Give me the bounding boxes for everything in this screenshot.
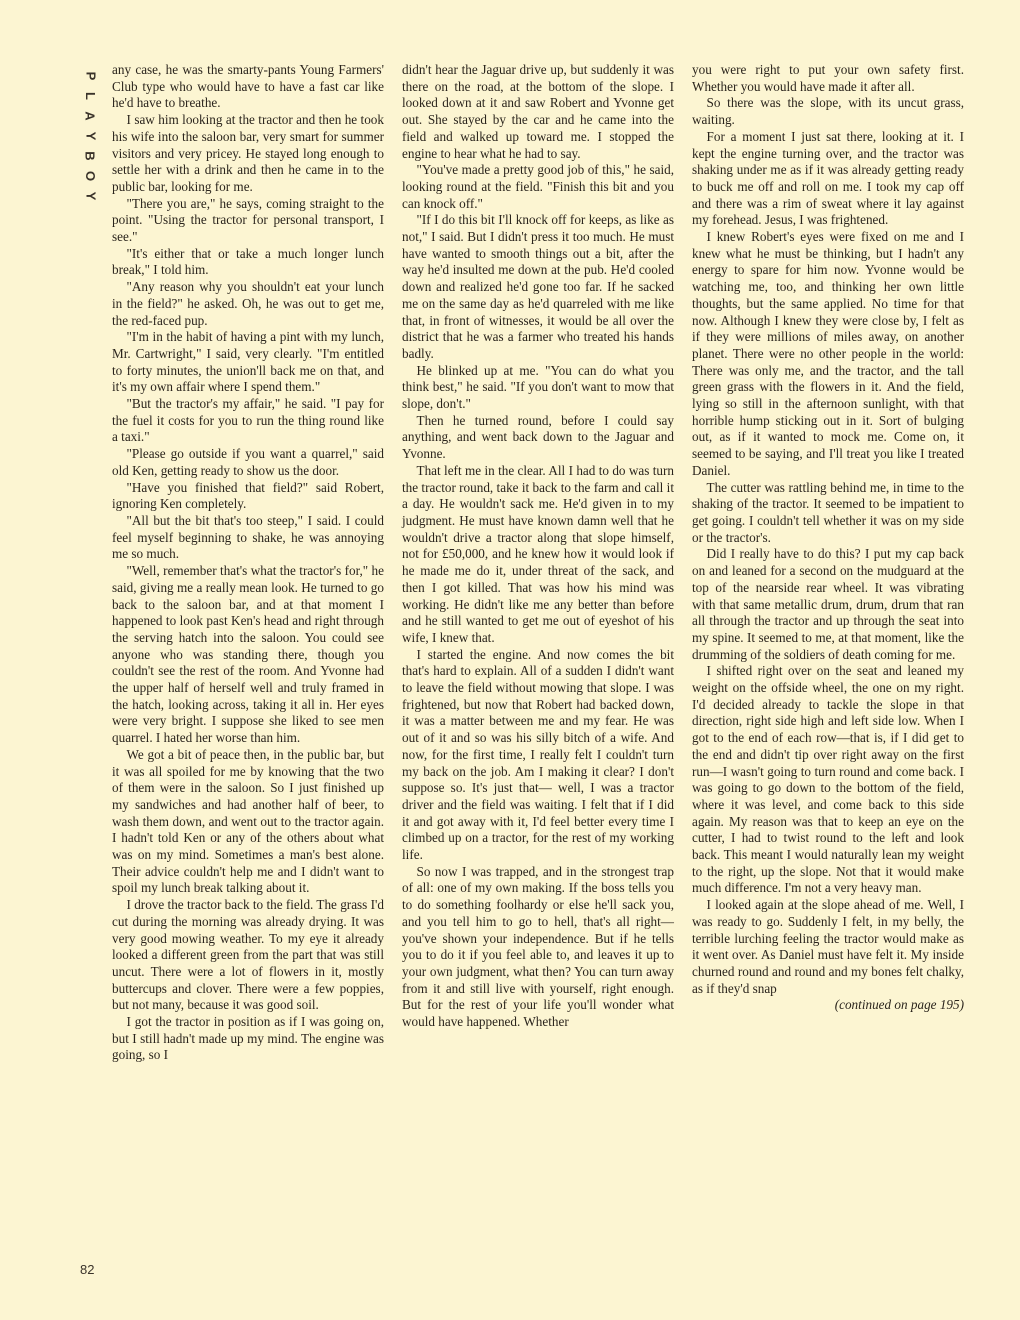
paragraph: "Please go outside if you want a quarrel," said old Ken, getting ready to show us the door. xyxy=(112,446,384,478)
paragraph: you were right to put your own safety first. Whether you would have made it after all. xyxy=(692,62,964,94)
paragraph: The cutter was rattling behind me, in time to the shaking of the tractor. It seemed to be impatient to get going. I couldn't tell whether it was on my side or the tractor's. xyxy=(692,479,964,545)
text-column-2 xyxy=(402,62,674,1031)
page-number: 82 xyxy=(80,1262,95,1277)
paragraph: "All but the bit that's too steep," I said. I could feel myself beginning to shake, he was annoying me so much. xyxy=(112,512,384,562)
paragraph: I looked again at the slope ahead of me. Well, I was ready to go. Suddenly I felt, in my belly, the terrible lurching feeling the tractor would make as it went over. As Daniel must have felt it. My inside churned round and round and my bones felt chalky, as if they'd snap xyxy=(692,897,964,996)
masthead-letter: A xyxy=(82,111,98,121)
text-column-1 xyxy=(112,62,384,1064)
masthead-letter: L xyxy=(82,92,98,100)
text-column-3 xyxy=(692,62,964,1014)
paragraph: So there was the slope, with its uncut grass, waiting. xyxy=(692,95,964,128)
paragraph: "You've made a pretty good job of this," he said, looking round at the field. "Finish this bit and you can knock off." xyxy=(402,162,674,211)
paragraph: I knew Robert's eyes were fixed on me and I knew what he must be thinking, but I hadn't any energy to spare for him now. Yvonne would be watching me, too, and thinking her own little thoughts, but the same applied. No time for that now. Although I knew they were close by, I felt as if they were millions of miles away, on another planet. There were no other people in the world: There was only me, and the tractor, and the tall green grass with the flowers in it. And the field, lying so still in the afternoon sunlight, with that horrible hump sticking out in it. Sort of bulging out, as if it wanted to mock me. Come on, it seemed to be saying, and I'll treat you like I treated Daniel. xyxy=(692,229,964,478)
paragraph: I drove the tractor back to the field. The grass I'd cut during the morning was already drying. It was very good mowing weather. To my eye it already looked a different green from the part that was still uncut. There were a lot of flowers in it, mostly buttercups and clover. There were a few poppies, but not many, because it was good soil. xyxy=(112,897,384,1013)
paragraph: "It's either that or take a much longer lunch break," I told him. xyxy=(112,245,384,278)
continued-note: (continued on page 195) xyxy=(834,997,964,1013)
paragraph: For a moment I just sat there, looking at it. I kept the engine turning over, and the tractor was shaking under me as if it was already getting ready to buck me off and roll on me. I took my cap off and there was a rim of sweat where it lay against my forehead. Jesus, I was frightened. xyxy=(692,128,964,228)
paragraph: "But the tractor's my affair," he said. "I pay for the fuel it costs for you to run the thing round like a taxi." xyxy=(112,396,384,445)
paragraph: I shifted right over on the seat and leaned my weight on the offside wheel, the one on my right. I'd decided already to tackle the slope in that direction, right side high and left side low. When I got to the end of each row—that is, if I did get to the end and didn't tip over right away on the first run—I wasn't going to turn round and come back. I was going to go down to the bottom of the field, where it was level, and come back to this side again. My reason was that to keep an eye on the cutter, I had to twist round to the left and look back. This meant I would naturally lean my weight to the right, up the slope. Not that it would make much difference. I'm not a very heavy man. xyxy=(692,663,964,896)
masthead-letter: B xyxy=(82,151,98,161)
paragraph: "I'm in the habit of having a pint with my lunch, Mr. Cartwright," I said, very clearly. "I'm entitled to forty minutes, the union'll back me on that, and it's my own affair where I spend them." xyxy=(112,329,384,395)
paragraph: Then he turned round, before I could say anything, and went back down to the Jaguar and Yvonne. xyxy=(402,412,674,462)
paragraph: He blinked up at me. "You can do what you think best," he said. "If you don't want to mow that slope, don't." xyxy=(402,362,674,412)
paragraph: I started the engine. And now comes the bit that's hard to explain. All of a sudden I didn't want to leave the field without mowing that slope. I was frightened, but now that Robert had backed down, it was a matter between me and my fear. He was out of it and so was his silly bitch of a wife. And now, for the first time, I really felt I couldn't turn my back on the job. Am I making it clear? I don't suppose so. It's just that— well, I was a tractor driver and the field was waiting. I felt that if I did it and got away with it, I'd feel better every time I climbed up on a tractor, for the rest of my working life. xyxy=(402,646,674,863)
paragraph: I saw him looking at the tractor and then he took his wife into the saloon bar, very smart for summer visitors and very pricey. He stayed long enough to settle her with a drink and then he came in to the public bar, looking for me. xyxy=(112,112,384,194)
masthead xyxy=(80,66,100,206)
paragraph: "Any reason why you shouldn't eat your lunch in the field?" he asked. Oh, he was out to get me, the red-faced pup. xyxy=(112,279,384,328)
paragraph: We got a bit of peace then, in the public bar, but it was all spoiled for me by knowing that the two of them were in the saloon. So I just finished up my sandwiches and had another half of beer, to wash them down, and went out to the tractor again. I hadn't told Ken or any of the others about what was on my mind. Sometimes a man's best alone. Their advice couldn't help me and I didn't want to spoil my lunch break talking about it. xyxy=(112,746,384,896)
paragraph: So now I was trapped, and in the strongest trap of all: one of my own making. If the boss tells you to do something foolhardy or else he'll sack you, and you tell him to go to hell, that's all right— you've shown your independence. But if he tells you to do it if you feel able to, and leaves it up to your own judgment, what then? You can turn away from it and still live with yourself, right enough. But for the rest of your life you'll wonder what would have happened. Whether xyxy=(402,863,674,1030)
masthead-letter: Y xyxy=(82,191,98,201)
paragraph: "Well, remember that's what the tractor's for," he said, giving me a really mean look. He turned to go back to the saloon bar, and at that moment I happened to look past Ken's head and right through the serving hatch into the saloon. You could see anyone who was standing there, though you couldn't see the rest of the room. And Yvonne had the upper half of herself well and truly framed in the hatch, looking across, taking it all in. Her eyes were very bright. I suppose she liked to see men quarrel. I hated her worse than him. xyxy=(112,563,384,746)
paragraph: "If I do this bit I'll knock off for keeps, as like as not," I said. But I didn't press it too much. He must have wanted to smooth things out a bit, after the way he'd insulted me down at the pub. He'd cooled down and realized he'd gone too far. If he sacked me on the same day as he'd quarreled with me like that, in front of witnesses, it would be all over the district that he was a farmer who treated his hands badly. xyxy=(402,212,674,361)
paragraph: That left me in the clear. All I had to do was turn the tractor round, take it back to the farm and call it a day. He wouldn't sack me. He'd given in to my judgment. He must have known damn well that he wouldn't drive a tractor along that slope himself, not for £50,000, and he knew how it would look if he made me do it, under threat of the sack, and then I got killed. That was how his mind was working. He didn't like me any better than before and he still wanted to get me out of eyeshot of his wife, I knew that. xyxy=(402,462,674,645)
masthead-letter: O xyxy=(83,170,98,182)
masthead-letter: Y xyxy=(82,131,98,141)
masthead-letter: P xyxy=(82,71,98,81)
paragraph: "Have you finished that field?" said Robert, ignoring Ken completely. xyxy=(112,479,384,512)
paragraph: Did I really have to do this? I put my cap back on and leaned for a second on the mudguard at the top of the nearside rear wheel. It was vibrating with that same metallic drum, drum, drum that ran all through the tractor and up through the seat into my spine. It seemed to me, at that moment, like the drumming of the soldiers of death coming for me. xyxy=(692,546,964,662)
paragraph: any case, he was the smarty-pants Young Farmers' Club type who would have to have a fast car like he'd have to breathe. xyxy=(112,62,384,111)
paragraph: "There you are," he says, coming straight to the point. "Using the tractor for personal transport, I see." xyxy=(112,195,384,245)
paragraph: didn't hear the Jaguar drive up, but suddenly it was there on the road, at the bottom of the slope. I looked down at it and saw Robert and Yvonne get out. She stayed by the car and he came into the field and walked up toward me. I stopped the engine to hear what he had to say. xyxy=(402,62,674,161)
paragraph: I got the tractor in position as if I was going on, but I still hadn't made up my mind. The engine was going, so I xyxy=(112,1014,384,1063)
